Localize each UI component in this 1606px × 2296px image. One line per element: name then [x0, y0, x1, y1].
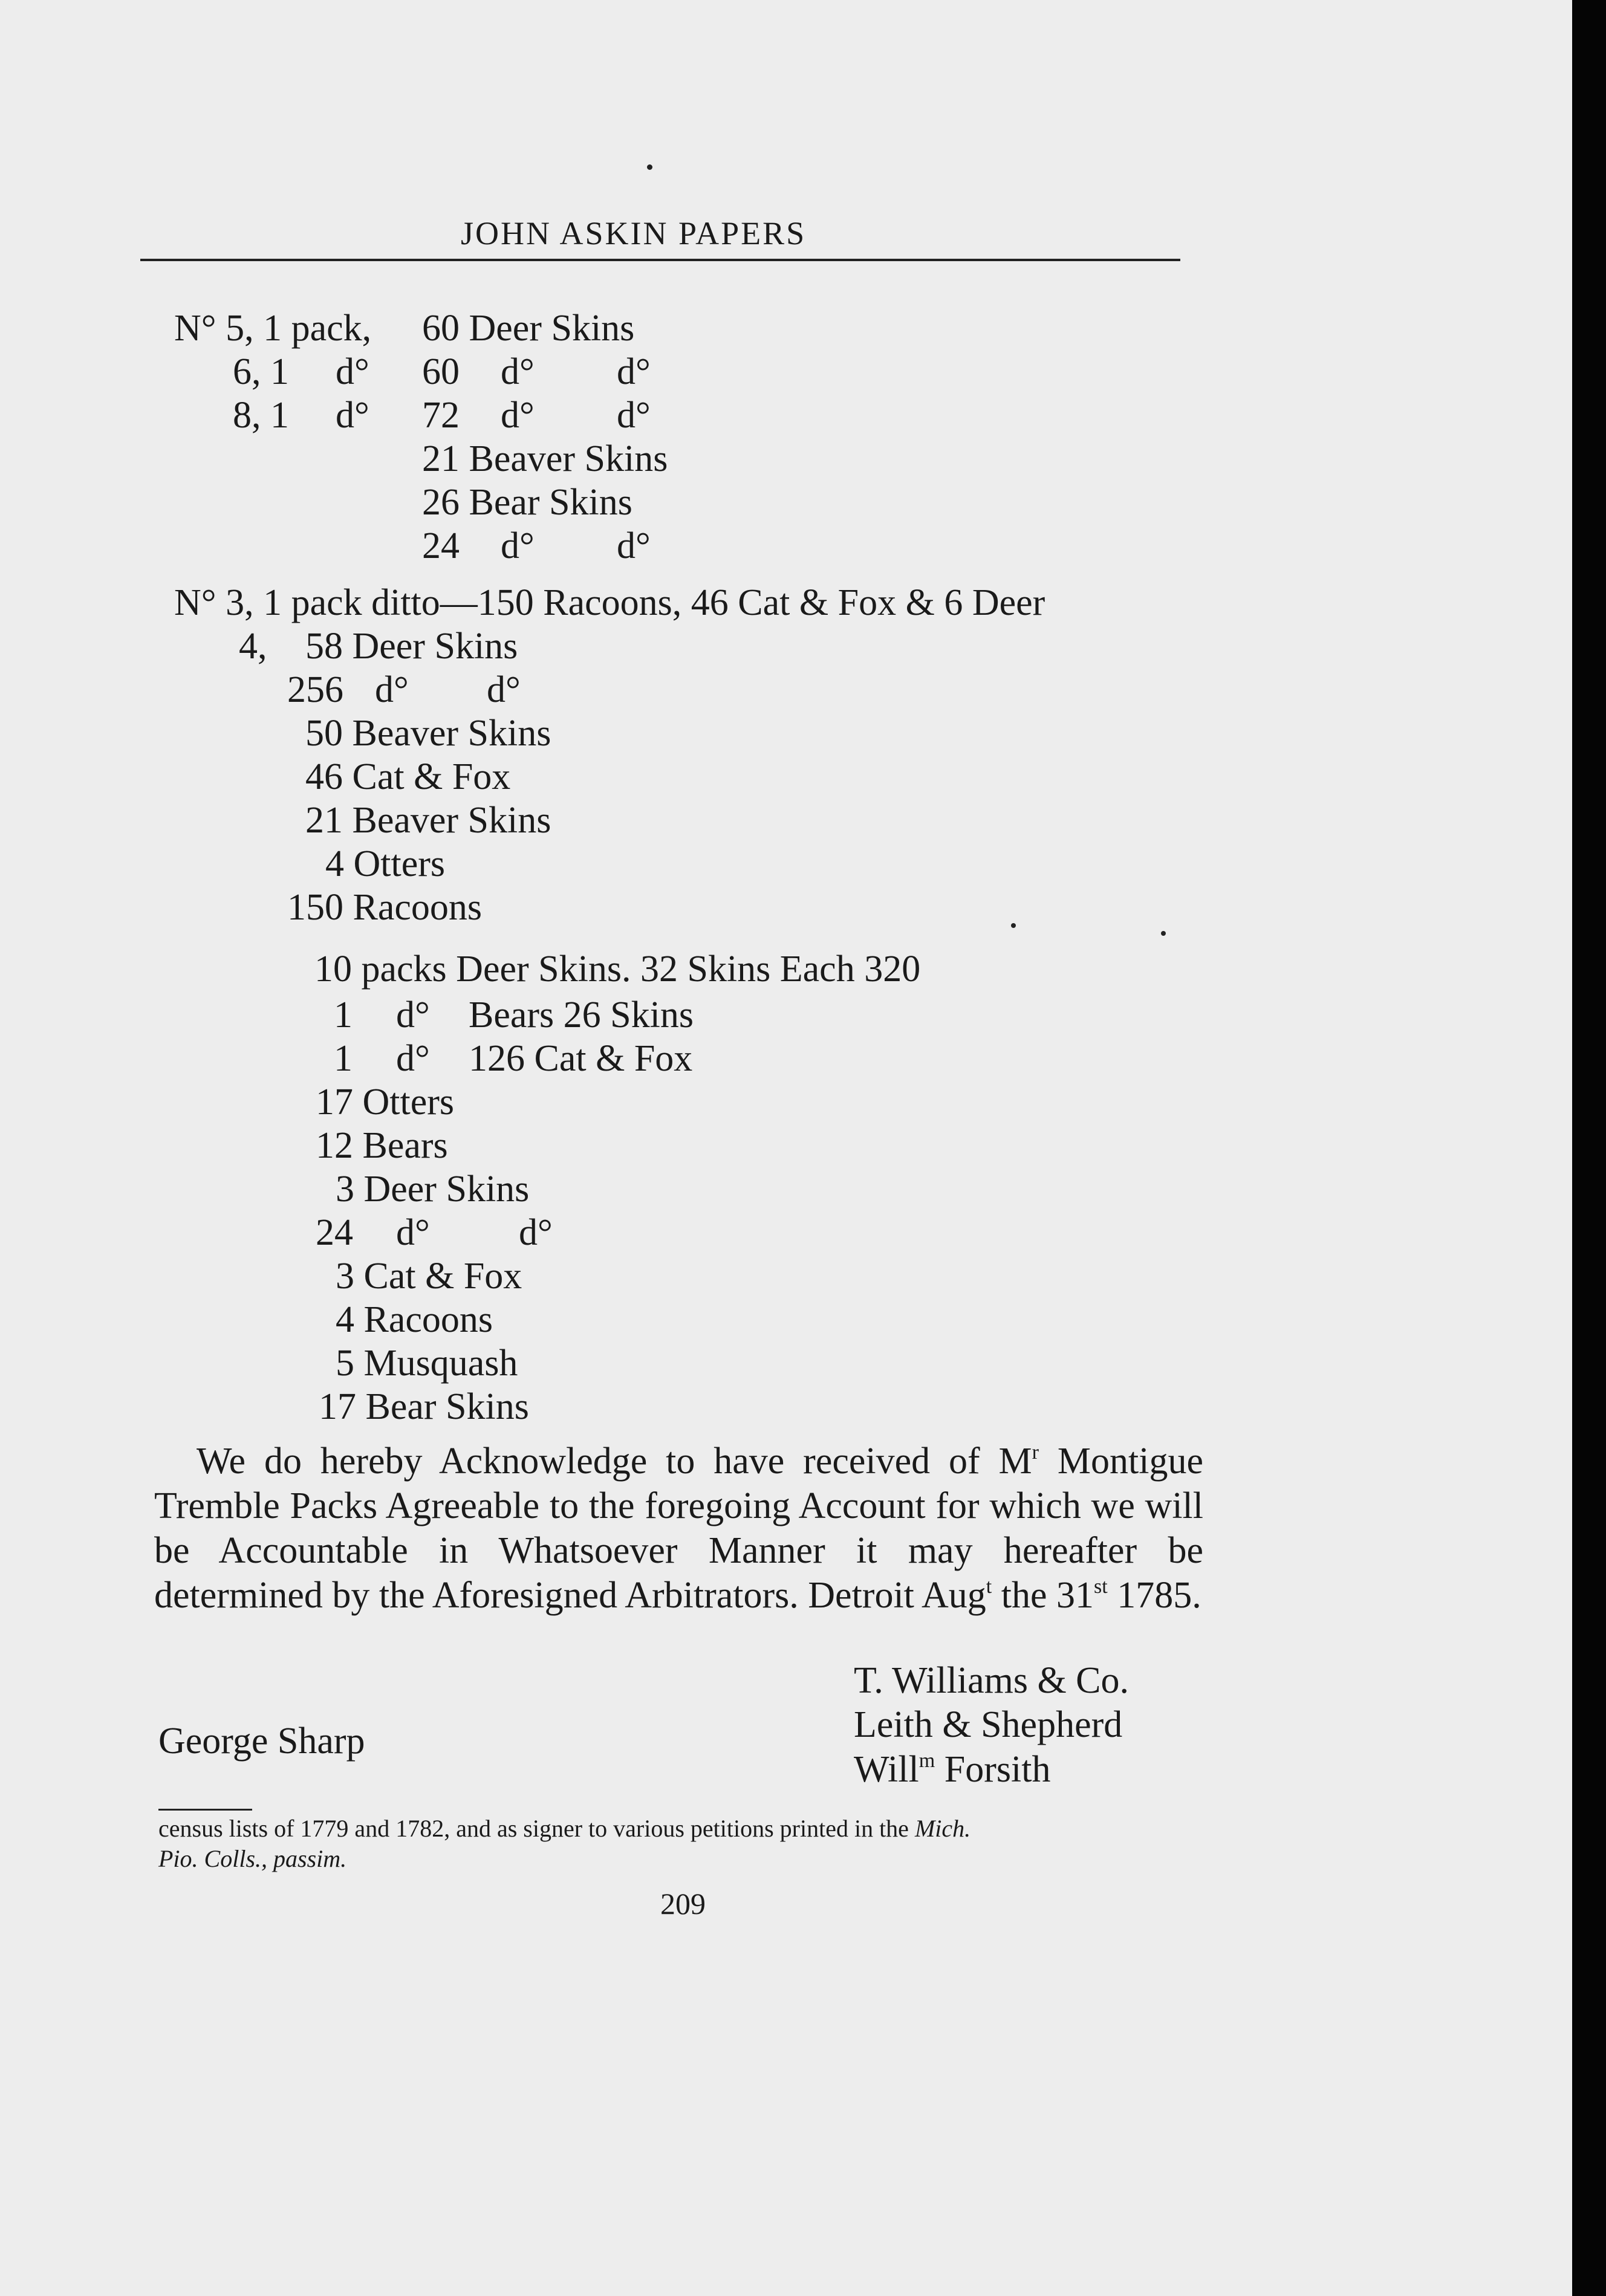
- list-item: 150 Racoons: [287, 887, 483, 928]
- signature-sharp: George Sharp: [158, 1720, 365, 1762]
- list-item: 6, 1: [233, 351, 289, 392]
- list-item: 4 Racoons: [336, 1299, 493, 1340]
- signature-forsith: [854, 1748, 1050, 1791]
- para-sup: r: [1032, 1441, 1039, 1464]
- footnote-text: census lists of 1779 and 1782, and as signer to various petitions printed in the: [158, 1815, 915, 1842]
- ditto-mark: d°: [617, 351, 651, 392]
- ditto-mark: d°: [617, 395, 651, 436]
- ditto-mark: d°: [396, 1038, 430, 1079]
- ditto-mark: d°: [336, 351, 369, 392]
- page-number: 209: [660, 1887, 706, 1921]
- footnote-rule: [158, 1809, 252, 1811]
- list-item: 5 Musquash: [336, 1343, 518, 1384]
- list-item: 17 Bear Skins: [319, 1386, 529, 1427]
- list-item: 21 Beaver Skins: [422, 438, 668, 479]
- list-item: 24: [422, 525, 460, 566]
- ditto-mark: d°: [617, 525, 651, 566]
- signature-williams: T. Williams & Co.: [854, 1660, 1130, 1701]
- list-item: 1: [334, 1038, 353, 1079]
- speck-mark: [1161, 931, 1166, 936]
- ditto-mark: d°: [396, 994, 430, 1036]
- list-item: 126 Cat & Fox: [469, 1038, 693, 1079]
- list-item: 26 Bear Skins: [422, 482, 632, 523]
- para-sup: st: [1093, 1575, 1108, 1598]
- ditto-mark: d°: [501, 525, 535, 566]
- signature-text: Will: [854, 1749, 919, 1790]
- signature-leith: Leith & Shepherd: [854, 1704, 1123, 1745]
- list-item: 3 Cat & Fox: [336, 1256, 522, 1297]
- ditto-mark: d°: [396, 1212, 430, 1253]
- speck-mark: [1011, 923, 1016, 928]
- signature-sup: m: [918, 1750, 935, 1772]
- list-item: Bears 26 Skins: [469, 994, 694, 1036]
- footnote-italic: Pio. Colls., passim.: [158, 1845, 347, 1872]
- list-item: 60 Deer Skins: [422, 308, 635, 349]
- list-item: 58 Deer Skins: [305, 626, 518, 667]
- running-header: JOHN ASKIN PAPERS: [461, 215, 807, 251]
- list-item: 72: [422, 395, 460, 436]
- list-item: 10 packs Deer Skins. 32 Skins Each 320: [314, 949, 921, 990]
- list-item: 256: [287, 669, 343, 710]
- list-item: 21 Beaver Skins: [305, 800, 551, 841]
- list-item: 24: [316, 1212, 353, 1253]
- list-item: 4,: [239, 626, 267, 667]
- para-text: We do hereby Acknowledge to have received of M: [197, 1441, 1032, 1482]
- list-item: 60: [422, 351, 460, 392]
- list-item: N° 5, 1 pack,: [174, 308, 372, 349]
- list-item: 1: [334, 994, 353, 1036]
- scan-edge: [1572, 0, 1606, 2296]
- list-item: 4 Otters: [325, 843, 446, 884]
- ditto-mark: d°: [501, 395, 535, 436]
- footnote: [158, 1814, 1211, 1874]
- acknowledgement-paragraph: [154, 1439, 1203, 1618]
- list-item: 12 Bears: [316, 1125, 448, 1166]
- signature-text: Forsith: [935, 1749, 1051, 1790]
- ditto-mark: d°: [519, 1212, 553, 1253]
- header-rule: [140, 259, 1180, 261]
- footnote-italic: Mich.: [914, 1815, 971, 1842]
- speck-mark: [647, 164, 652, 170]
- list-item: 3 Deer Skins: [336, 1169, 530, 1210]
- para-text: Montigue Tremble Packs Agreeable to the foregoing Account for which we will be Accountable in Whatsoever Manner it may hereafter be determined by the Aforesigned Arbitrators. Detroit Aug: [154, 1441, 1203, 1616]
- para-sup: t: [986, 1575, 992, 1598]
- ditto-mark: d°: [501, 351, 535, 392]
- list-item: 8, 1: [233, 395, 289, 436]
- ditto-mark: d°: [487, 669, 521, 710]
- list-item: 50 Beaver Skins: [305, 713, 551, 754]
- list-item: 17 Otters: [316, 1082, 455, 1123]
- ditto-mark: d°: [375, 669, 409, 710]
- para-text: the 31: [992, 1575, 1094, 1616]
- list-item: 46 Cat & Fox: [305, 756, 511, 797]
- para-text: 1785.: [1107, 1575, 1201, 1616]
- ditto-mark: d°: [336, 395, 369, 436]
- list-item: N° 3, 1 pack ditto—150 Racoons, 46 Cat & Fox & 6 Deer: [174, 582, 1045, 623]
